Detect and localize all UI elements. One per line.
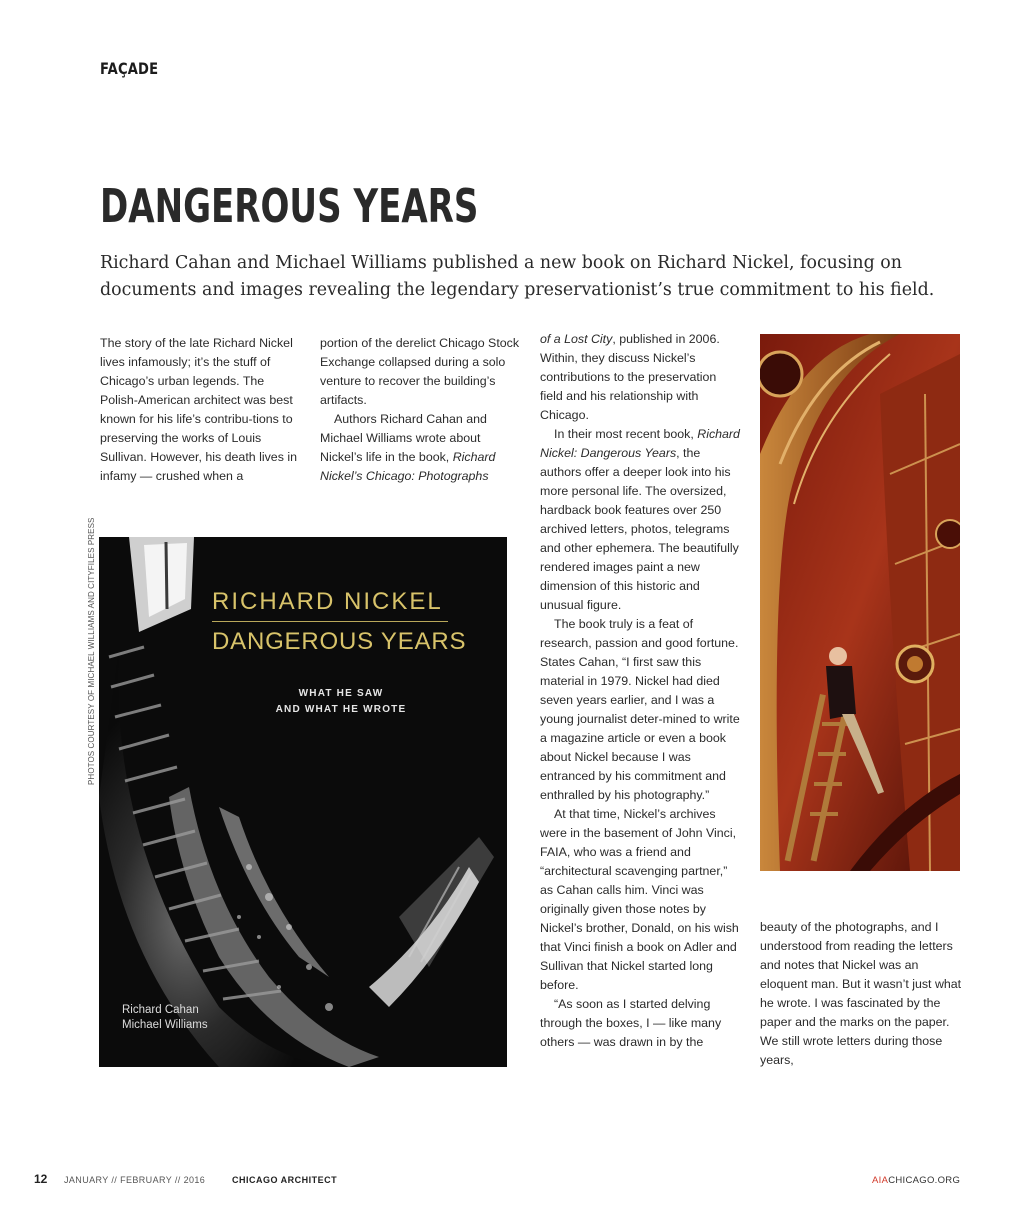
text-run: In their most recent book, [554,427,698,441]
cover-title-line-2: DANGEROUS YEARS [212,628,467,655]
body-column-3 [540,330,742,1052]
body-column-1 [100,334,300,486]
theater-interior-photo [760,334,960,871]
issue-date: JANUARY // FEBRUARY // 2016 [64,1175,206,1185]
book-title-italic: Richard Nickel: Dangerous Years [540,427,740,460]
cover-author-2: Michael Williams [122,1019,208,1031]
section-label: FAÇADE [100,59,159,78]
book-cover-image [99,537,507,1067]
photo-credit: PHOTOS COURTESY OF MICHAEL WILLIAMS AND CITYFILES PRESS [87,517,96,785]
paragraph [540,425,742,615]
staircase-photo [99,537,507,1067]
paragraph: “As soon as I started delving through the boxes, I — like many others — was drawn in by the [540,997,722,1049]
paragraph: beauty of the photographs, and I understood from reading the letters and notes that Nickel was an eloquent man. But it wasn’t just what he wrote. I was fascinated by the paper and the marks on the paper. We still wrote letters during those years, [760,920,962,1067]
cover-authors [122,1003,208,1033]
cover-subtitle-line-1: WHAT HE SAW [298,688,384,699]
cover-divider [212,621,448,622]
cover-title-line-1: RICHARD NICKEL [212,588,443,615]
website-rest: CHICAGO.ORG [888,1175,961,1186]
paragraph [320,410,520,486]
website-prefix: AIA [872,1175,889,1186]
book-title-italic: Richard Nickel’s Chicago: Photographs [320,450,496,483]
book-title-italic: of a Lost City [540,332,613,346]
paragraph: The story of the late Richard Nickel lives infamously; it’s the stuff of Chicago’s urban legends. The Polish-American architect was best known for his life’s contribu-tions to preserving the works of Louis Sullivan. However, his death lives in infamy — crushed when a [100,336,297,483]
text-run: , published in 2006. Within, they discuss Nickel’s contributions to the preservation field and his relationship with Chicago. [540,332,720,422]
paragraph [540,330,742,425]
text-run: Authors Richard Cahan and Michael Williams wrote about Nickel’s life in the book, [320,412,487,464]
cover-subtitle-line-2: AND WHAT HE WROTE [275,704,407,715]
magazine-name: CHICAGO ARCHITECT [232,1175,338,1185]
cover-subtitle [212,686,470,718]
cover-author-1: Richard Cahan [122,1004,199,1016]
ornate-ceiling-image [760,334,960,871]
article-dek: Richard Cahan and Michael Williams published a new book on Richard Nickel, focusing on documents and images revealing the legendary preservationist’s true commitment to his field. [100,253,935,300]
article-title: DANGEROUS YEARS [100,179,479,233]
body-column-2 [320,334,520,486]
paragraph: The book truly is a feat of research, passion and good fortune. States Cahan, “I first saw this material in 1979. Nickel had died seven years earlier, and I was a young journalist deter-mined to write a magazine article or even a book about Nickel because I was entranced by his commitment and enthralled by his photography.” [540,617,740,802]
paragraph: portion of the derelict Chicago Stock Exchange collapsed during a solo venture to recover the building’s artifacts. [320,336,520,407]
website [872,1175,960,1186]
body-column-4 [760,918,964,1070]
paragraph: At that time, Nickel’s archives were in the basement of John Vinci, FAIA, who was a friend and “architectural scavenging partner,” as Cahan calls him. Vinci was originally given those notes by Nickel’s brother, Donald, on his wish that Vinci finish a book on Adler and Sullivan that Nickel started long before. [540,807,739,992]
text-run: , the authors offer a deeper look into his more personal life. The oversized, hardback book features over 250 archived letters, photos, telegrams and other ephemera. The beautifully rendered images paint a new dimension of this historic and unusual figure. [540,446,739,612]
page-number: 12 [34,1172,48,1186]
